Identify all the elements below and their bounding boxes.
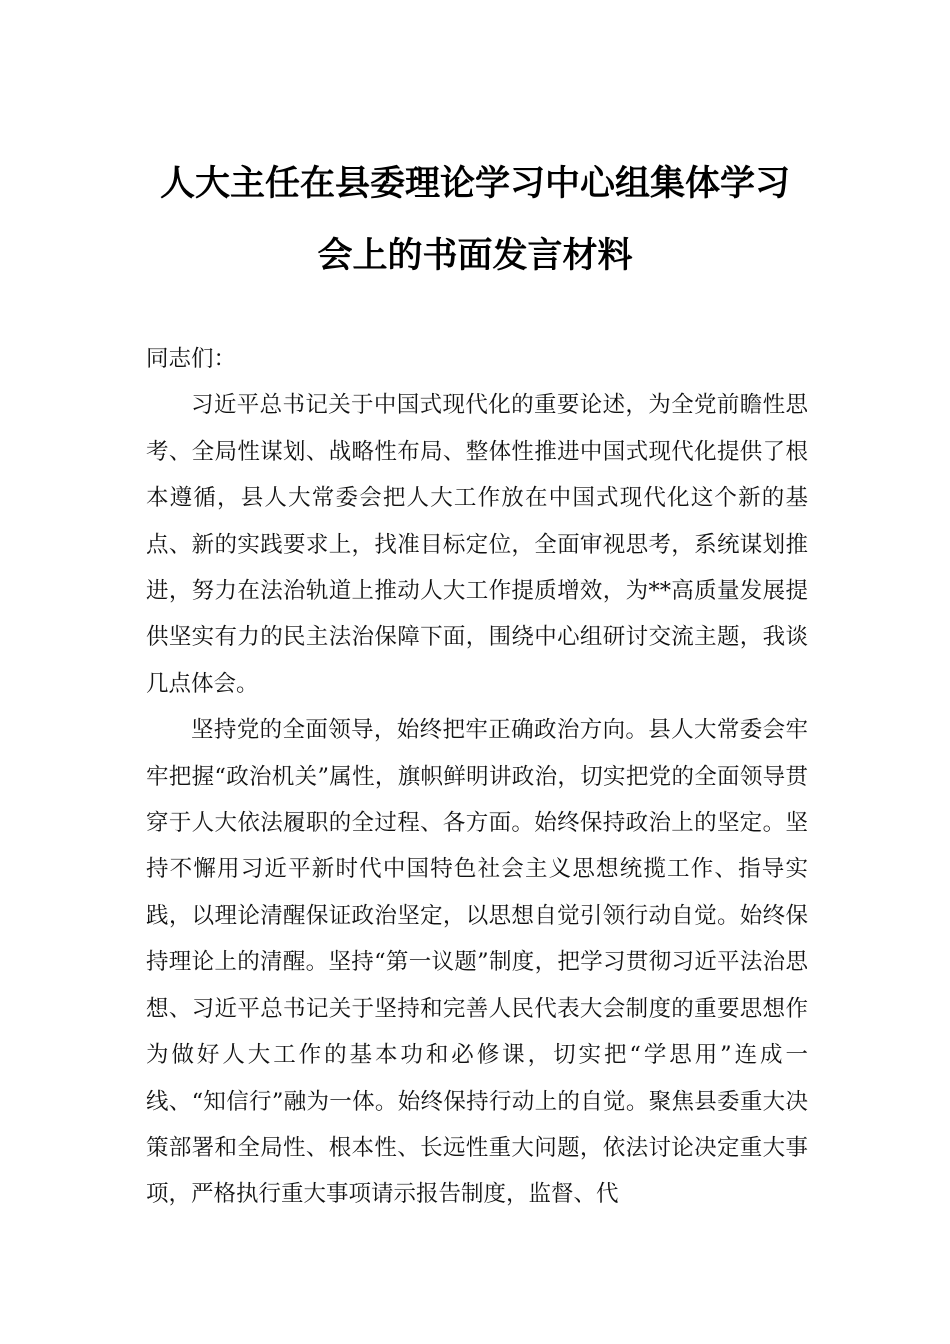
paragraph-1: 习近平总书记关于中国式现代化的重要论述，为全党前瞻性思考、全局性谋划、战略性布局、整体性推进中国式现代化提供了根本遵循，县人大常委会把人大工作放在中国式现代化这个新的基点、新的实践要求上，找准目标定位，全面审视思考，系统谋划推进，努力在法治轨道上推动人大工作提质增效，为**高质量发展提供坚实有力的民主法治保障下面，围绕中心组研讨交流主题，我谈几点体会。: [146, 392, 808, 697]
paragraph-2: 坚持党的全面领导，始终把牢正确政治方向。县人大常委会牢牢把握“政治机关”属性，旗帜鲜明讲政治，切实把党的全面领导贯穿于人大依法履职的全过程、各方面。始终保持政治上的坚定。坚持不懈用习近平新时代中国特色社会主义思想统揽工作、指导实践，以理论清醒保证政治坚定，以思想自觉引领行动自觉。始终保持理论上的清醒。坚持“第一议题”制度，把学习贯彻习近平法治思想、习近平总书记关于坚持和完善人民代表大会制度的重要思想作为做好人大工作的基本功和必修课，切实把“学思用”连成一线、“知信行”融为一体。始终保持行动上的自觉。聚焦县委重大决策部署和全局性、根本性、长远性重大问题，依法讨论决定重大事项，严格执行重大事项请示报告制度，监督、代: [146, 717, 808, 1208]
salutation: 同志们：: [146, 346, 237, 372]
document-title-line-2: 会上的书面发言材料: [317, 235, 633, 276]
document-body: [146, 336, 808, 1218]
document-title-line-1: 人大主任在县委理论学习中心组集体学习: [159, 163, 790, 204]
